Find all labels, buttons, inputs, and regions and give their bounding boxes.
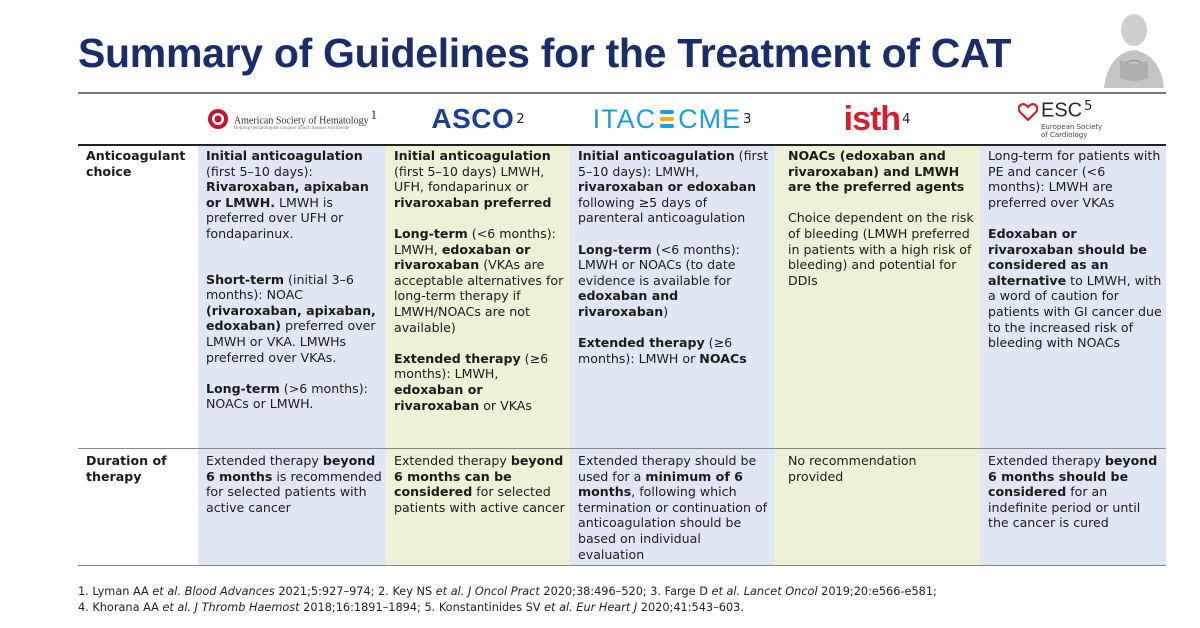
esc-ref: 5 — [1084, 99, 1093, 115]
isth-duration-cell: No recommendation provided — [788, 453, 917, 484]
isth-anticoagulant-cell: NOACs (edoxaban and rivaroxaban) and LMWH are the preferred agents Choice dependent on the risk of bleeding (LMWH preferred in patients with a high risk of bleeding) and potential for DDIs — [788, 148, 974, 288]
ash-name: American Society of Hematology — [233, 115, 369, 127]
asco-header — [386, 94, 570, 144]
asco-duration-cell: Extended therapy beyond 6 months can be considered for selected patients with active cancer — [394, 453, 565, 515]
itac-logo-left: ITAC — [592, 103, 657, 134]
header-divider — [78, 144, 1166, 146]
reference-line-1: 1. Lyman AA et al. Blood Advances 2021;5:927–974; 2. Key NS et al. J Oncol Pract 2020;38:496–520; 3. Farge D et al. Lancet Oncol 2019;20:e566-e581; — [78, 585, 937, 598]
ash-header — [198, 94, 386, 144]
isth-header — [774, 94, 980, 144]
ash-anticoagulant-cell: Initial anticoagulation (first 5–10 days): Rivaroxaban, apixaban or LMWH. LMWH is preferred over UFH or fondaparinux. Short-term (initial 3–6 months): NOAC (rivaroxaban, apixaban, edoxaban) preferred over LMWH or VKA. LMWHs preferred over VKAs. Long-term (>6 months): NOACs or LMWH. — [206, 148, 376, 412]
asco-logo: ASCO — [431, 103, 515, 134]
itac-logo-right: CME — [678, 103, 742, 134]
esc-duration-cell: Extended therapy beyond 6 months should be considered for an indefinite period or until the cancer is cured — [988, 453, 1158, 531]
itac-duration-cell: Extended therapy should be used for a minimum of 6 months, following which termination or continuation of anticoagulation should be based on individual evaluation — [578, 453, 768, 562]
reference-line-2: 4. Khorana AA et al. J Thromb Haemost 2018;16:1891–1894; 5. Konstantinides SV et al. Eur Heart J 2020;41:543–603. — [78, 601, 744, 614]
asco-ref: 2 — [516, 111, 525, 127]
itac-anticoagulant-cell: Initial anticoagulation (first 5–10 days): LMWH, rivaroxaban or edoxaban following ≥5 days of parenteral anticoagulation Long-term (<6 months): LMWH or NOACs (to date evidence is available for edoxaban and rivaroxaban) Extended therapy (≥6 months): LMWH or NOACs — [578, 148, 769, 366]
ash-ref: 1 — [370, 106, 378, 122]
ash-duration-cell: Extended therapy beyond 6 months is recommended for selected patients with active cancer — [206, 453, 382, 515]
ash-logo-icon — [207, 108, 229, 130]
row-label-duration-of-therapy: Duration of therapy — [86, 453, 167, 484]
itac-logo-icon — [659, 107, 675, 131]
isth-logo: isth — [843, 99, 901, 138]
row-divider — [78, 448, 1166, 449]
row-label-column — [78, 146, 198, 565]
esc-header — [980, 94, 1166, 144]
ash-tagline: Helping hematologists conquer blood diseases worldwide — [233, 126, 350, 132]
esc-anticoagulant-cell: Long-term for patients with PE and cancer (<6 months): LMWH are preferred over VKAs Edoxaban or rivaroxaban should be considered as an alternative to LMWH, with a word of caution for patients with GI cancer due to the increased risk of bleeding with NOACs — [988, 148, 1162, 351]
row-label-anticoagulant-choice: Anticoagulant choice — [86, 148, 186, 179]
esc-subtitle-line1: European Society — [1041, 122, 1103, 131]
itac-ref: 3 — [743, 111, 752, 127]
esc-subtitle-line2: of Cardiology — [1041, 130, 1088, 139]
page-title: Summary of Guidelines for the Treatment of CAT — [78, 30, 1012, 76]
esc-logo: ESC — [1041, 99, 1083, 122]
isth-ref: 4 — [902, 111, 911, 127]
table-bottom-border — [78, 565, 1166, 566]
references — [78, 584, 937, 616]
anatomical-figure-image — [1082, 8, 1182, 88]
asco-anticoagulant-cell: Initial anticoagulation (first 5–10 days) LMWH, UFH, fondaparinux or rivaroxaban preferred Long-term (<6 months): LMWH, edoxaban or rivaroxaban (VKAs are acceptable alternatives for long-term therapy if LMWH/NOACs are not available) Extended therapy (≥6 months): LMWH, edoxaban or rivaroxaban or VKAs — [394, 148, 564, 413]
esc-heart-icon — [1018, 103, 1038, 121]
itac-header — [570, 94, 774, 144]
